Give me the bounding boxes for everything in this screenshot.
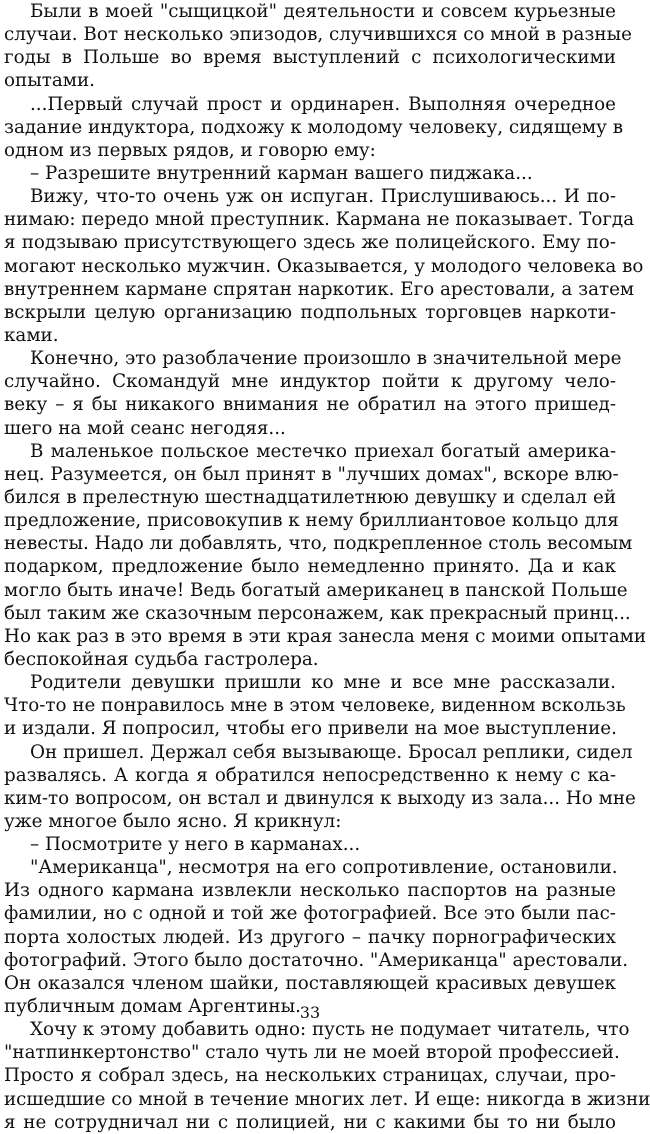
text-line: Что-то не понравилось мне в этом человеке, виденном вскользь: [4, 695, 626, 717]
text-line: Вижу, что-то очень уж он испуган. Прислушиваюсь... И по-: [30, 186, 616, 208]
text-line: был таким же сказочным персонажем, как прекрасный принц...: [4, 602, 631, 624]
text-line: могло быть иначе! Ведь богатый американец в панской Польше: [4, 579, 628, 601]
text-line: Конечно, это разоблачение произошло в значительной мере: [30, 348, 622, 370]
text-line: "Американца", несмотря на его сопротивление, остановили.: [30, 857, 618, 879]
text-line: исшедшие со мной в течение многих лет. И еще: никогда в жизни: [4, 1088, 650, 1110]
text-line: "натпинкертонство" стало чуть ли не моей второй профессией.: [4, 1042, 620, 1064]
text-line: публичным домам Аргентины.: [4, 996, 301, 1018]
text-line: – Посмотрите у него в карманах...: [30, 834, 361, 856]
text-line: я подзываю присутствующего здесь же полицейского. Ему по-: [4, 232, 616, 254]
text-line: Хочу к этому добавить одно: пусть не подумает читатель, что: [30, 1019, 630, 1041]
text-line: беспокойная судьба гастролера.: [4, 648, 319, 670]
text-line: и издали. Я попросил, чтобы его привели на мое выступление.: [4, 718, 617, 740]
text-line: Из одного кармана извлекли несколько паспортов на разные: [4, 880, 616, 902]
text-line: порта холостых людей. Из другого – пачку порнографических: [4, 926, 616, 948]
text-line: задание индуктора, подхожу к молодому человеку, сидящему в: [4, 116, 624, 138]
body-text: [4, 0, 650, 1134]
text-line: веку – я бы никакого внимания не обратил на этого пришед-: [4, 394, 616, 416]
text-line: годы в Польше во время выступлений с психологическими: [4, 47, 616, 69]
text-line: Были в моей "сыщицкой" деятельности и совсем курьезные: [30, 1, 616, 22]
text-line: шего на мой сеанс негодяя...: [4, 417, 286, 439]
text-line: Он пришел. Держал себя вызывающе. Бросал реплики, сидел: [30, 741, 633, 763]
text-line: В маленькое польское местечко приехал богатый америка-: [30, 440, 616, 462]
text-line: – Разрешите внутренний карман вашего пиджака...: [30, 162, 533, 184]
text-line: Он оказался членом шайки, поставляющей красивых девушек: [4, 972, 616, 994]
text-line: случаи. Вот несколько эпизодов, случившихся со мной в разные: [4, 24, 632, 46]
text-line: фотографий. Этого было достаточно. "Американца" арестовали.: [4, 949, 629, 971]
text-line: бился в прелестную шестнадцатилетнюю девушку и сделал ей: [4, 486, 616, 508]
text-line: ками.: [4, 324, 59, 346]
text-line: нец. Разумеется, он был принят в "лучших домах", вскоре влю-: [4, 463, 619, 485]
text-line: Но как раз в это время в эти края занесла меня с моими опытами: [4, 625, 647, 647]
text-line: фамилии, но с одной и той же фотографией. Все это были пас-: [4, 903, 616, 925]
page-number: 33: [299, 1003, 321, 1022]
text-line: ким-то вопросом, он встал и двинулся к выходу из зала... Но мне: [4, 787, 636, 809]
text-line: уже многое было ясно. Я крикнул:: [4, 810, 342, 832]
text-line: Родители девушки пришли ко мне и все мне рассказали.: [30, 672, 616, 694]
text-line: невесты. Надо ли добавлять, что, подкрепленное столь весомым: [4, 533, 633, 555]
text-line: опытами.: [4, 70, 95, 92]
text-line: подарком, предложение было немедленно принято. Да и как: [4, 556, 616, 578]
text-line: случайно. Скомандуй мне индуктор пойти к другому чело-: [4, 371, 616, 393]
text-line: развалясь. А когда я обратился непосредственно к нему с ка-: [4, 764, 616, 786]
text-line: вскрыли целую организацию подпольных торговцев наркоти-: [4, 301, 616, 323]
text-line: одном из первых рядов, и говорю ему:: [4, 139, 376, 161]
text-line: ...Первый случай прост и ординарен. Выполняя очередное: [30, 93, 616, 115]
text-line: Просто я собрал здесь, на нескольких страницах, случаи, про-: [4, 1065, 616, 1087]
text-line: предложение, присовокупив к нему бриллиантовое кольцо для: [4, 510, 619, 532]
text-line: я не сотрудничал ни с полицией, ни с какими бы то ни было: [4, 1111, 616, 1133]
text-line: внутреннем кармане спрятан наркотик. Его арестовали, а затем: [4, 278, 635, 300]
text-line: могают несколько мужчин. Оказывается, у молодого человека во: [4, 255, 644, 277]
text-line: нимаю: передо мной преступник. Кармана не показывает. Тогда: [4, 209, 635, 231]
